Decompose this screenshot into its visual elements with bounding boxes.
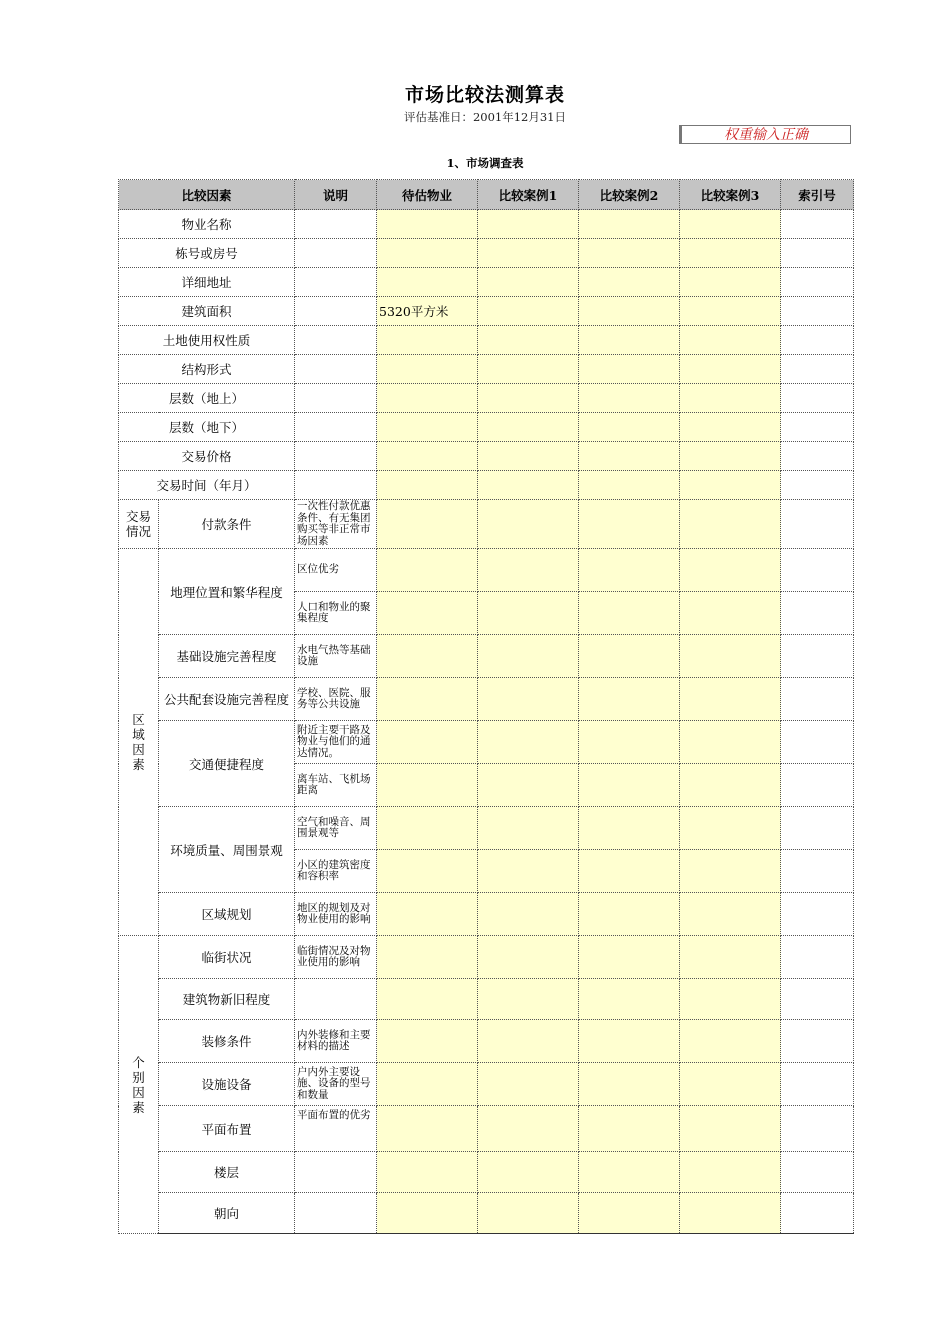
- case1-cell[interactable]: [478, 1152, 579, 1193]
- table-row: [119, 549, 854, 592]
- case2-cell[interactable]: [579, 807, 680, 850]
- weight-status-box: 权重输入正确: [679, 125, 851, 144]
- case2-cell[interactable]: [579, 936, 680, 979]
- row-label: 栋号或房号: [119, 239, 295, 268]
- header-row: [119, 180, 854, 210]
- subject-cell[interactable]: [377, 721, 478, 764]
- table-row: [119, 635, 854, 678]
- case2-cell[interactable]: [579, 297, 680, 326]
- regional-group-label: 区域因素: [119, 549, 159, 936]
- table-row: [119, 210, 854, 239]
- note-cell: 附近主要干路及物业与他们的通达情况。: [295, 721, 377, 764]
- table-row: [119, 384, 854, 413]
- case3-cell[interactable]: [680, 1063, 781, 1106]
- subject-cell[interactable]: [377, 1063, 478, 1106]
- note-cell: 学校、医院、服务等公共设施: [295, 678, 377, 721]
- subject-cell[interactable]: [377, 413, 478, 442]
- note-cell: 临街情况及对物业使用的影响: [295, 936, 377, 979]
- header-index: 索引号: [781, 180, 854, 210]
- case1-cell[interactable]: [478, 1020, 579, 1063]
- case3-cell[interactable]: [680, 1106, 781, 1152]
- header-subject: 待估物业: [377, 180, 478, 210]
- case1-cell[interactable]: [478, 471, 579, 500]
- case1-cell[interactable]: [478, 592, 579, 635]
- case1-cell[interactable]: [478, 635, 579, 678]
- case2-cell[interactable]: [579, 850, 680, 893]
- table-row: [119, 1106, 854, 1152]
- subject-cell[interactable]: [377, 1020, 478, 1063]
- case2-cell[interactable]: [579, 471, 680, 500]
- subject-cell[interactable]: [377, 549, 478, 592]
- row-label: 详细地址: [119, 268, 295, 297]
- case3-cell[interactable]: [680, 1193, 781, 1234]
- table-row: [119, 413, 854, 442]
- row-label: 交易时间（年月）: [119, 471, 295, 500]
- note-cell: 离车站、飞机场距离: [295, 764, 377, 807]
- case1-cell[interactable]: [478, 1193, 579, 1234]
- note-cell: [295, 210, 377, 239]
- note-cell: 水电气热等基础设施: [295, 635, 377, 678]
- case2-cell[interactable]: [579, 384, 680, 413]
- subject-cell[interactable]: [377, 635, 478, 678]
- note-cell: [295, 297, 377, 326]
- case2-cell[interactable]: [579, 549, 680, 592]
- subject-cell[interactable]: [377, 471, 478, 500]
- case3-cell[interactable]: [680, 678, 781, 721]
- index-cell[interactable]: [781, 678, 854, 721]
- table-row: [119, 500, 854, 549]
- table-row: [119, 239, 854, 268]
- table-row: [119, 678, 854, 721]
- row-label: 建筑物新旧程度: [159, 979, 295, 1020]
- case1-cell[interactable]: [478, 297, 579, 326]
- subject-cell[interactable]: [377, 384, 478, 413]
- note-cell: [295, 239, 377, 268]
- index-cell[interactable]: [781, 384, 854, 413]
- case3-cell[interactable]: [680, 721, 781, 764]
- case2-cell[interactable]: [579, 355, 680, 384]
- row-label: 付款条件: [159, 500, 295, 549]
- subject-cell[interactable]: [377, 764, 478, 807]
- index-cell[interactable]: [781, 297, 854, 326]
- case2-cell[interactable]: [579, 1020, 680, 1063]
- row-label: 物业名称: [119, 210, 295, 239]
- subject-cell[interactable]: [377, 979, 478, 1020]
- case3-cell[interactable]: [680, 807, 781, 850]
- index-cell[interactable]: [781, 210, 854, 239]
- note-cell: 内外装修和主要材料的描述: [295, 1020, 377, 1063]
- row-label: 朝向: [159, 1193, 295, 1234]
- index-cell[interactable]: [781, 807, 854, 850]
- index-cell[interactable]: [781, 1152, 854, 1193]
- header-case3: 比较案例3: [680, 180, 781, 210]
- note-cell: 人口和物业的聚集程度: [295, 592, 377, 635]
- index-cell[interactable]: [781, 721, 854, 764]
- index-cell[interactable]: [781, 1063, 854, 1106]
- subject-cell[interactable]: [377, 1106, 478, 1152]
- note-cell: [295, 384, 377, 413]
- note-cell: [295, 355, 377, 384]
- case1-cell[interactable]: [478, 678, 579, 721]
- case2-cell[interactable]: [579, 239, 680, 268]
- subject-cell[interactable]: [377, 678, 478, 721]
- note-cell: [295, 1193, 377, 1234]
- row-label: 地理位置和繁华程度: [159, 549, 295, 635]
- subject-cell[interactable]: [377, 210, 478, 239]
- case3-cell[interactable]: [680, 764, 781, 807]
- subject-cell[interactable]: [377, 268, 478, 297]
- index-cell[interactable]: [781, 635, 854, 678]
- note-cell: [295, 326, 377, 355]
- index-cell[interactable]: [781, 893, 854, 936]
- case2-cell[interactable]: [579, 1152, 680, 1193]
- case3-cell[interactable]: [680, 979, 781, 1020]
- row-label: 设施设备: [159, 1063, 295, 1106]
- case3-cell[interactable]: [680, 239, 781, 268]
- case1-cell[interactable]: [478, 721, 579, 764]
- case2-cell[interactable]: [579, 979, 680, 1020]
- row-label: 层数（地下）: [119, 413, 295, 442]
- case2-cell[interactable]: [579, 764, 680, 807]
- subject-cell[interactable]: [377, 442, 478, 471]
- individual-group-label: 个别因素: [119, 936, 159, 1234]
- case1-cell[interactable]: [478, 210, 579, 239]
- case1-cell[interactable]: [478, 807, 579, 850]
- table-row: [119, 1152, 854, 1193]
- valuation-date: 评估基准日：2001年12月31日: [403, 110, 567, 124]
- case2-cell[interactable]: [579, 1106, 680, 1152]
- row-label: 基础设施完善程度: [159, 635, 295, 678]
- case1-cell[interactable]: [478, 268, 579, 297]
- subject-cell[interactable]: [377, 355, 478, 384]
- case1-cell[interactable]: [478, 413, 579, 442]
- header-case2: 比较案例2: [579, 180, 680, 210]
- table-row: [119, 721, 854, 764]
- case2-cell[interactable]: [579, 326, 680, 355]
- table-row: [119, 297, 854, 326]
- case1-cell[interactable]: [478, 979, 579, 1020]
- index-cell[interactable]: [781, 268, 854, 297]
- case3-cell[interactable]: [680, 1152, 781, 1193]
- table-row: [119, 268, 854, 297]
- index-cell[interactable]: [781, 326, 854, 355]
- header-note: 说明: [295, 180, 377, 210]
- note-cell: 平面布置的优劣: [295, 1106, 377, 1152]
- table-row: [119, 471, 854, 500]
- case1-cell[interactable]: [478, 850, 579, 893]
- index-cell[interactable]: [781, 936, 854, 979]
- row-label: 交易价格: [119, 442, 295, 471]
- case2-cell[interactable]: [579, 413, 680, 442]
- page-title: 市场比较法测算表: [404, 84, 565, 106]
- note-cell: 户内外主要设施、设备的型号和数量: [295, 1063, 377, 1106]
- row-label: 装修条件: [159, 1020, 295, 1063]
- row-label: 公共配套设施完善程度: [159, 678, 295, 721]
- subject-cell[interactable]: [377, 1193, 478, 1234]
- table-row: [119, 1020, 854, 1063]
- table-row: [119, 1193, 854, 1234]
- row-label: 建筑面积: [119, 297, 295, 326]
- case1-cell[interactable]: [478, 1063, 579, 1106]
- row-label: 区域规划: [159, 893, 295, 936]
- subject-cell[interactable]: [377, 850, 478, 893]
- note-cell: [295, 1152, 377, 1193]
- case1-cell[interactable]: [478, 355, 579, 384]
- note-cell: 小区的建筑密度和容积率: [295, 850, 377, 893]
- case2-cell[interactable]: [579, 442, 680, 471]
- case3-cell[interactable]: [680, 936, 781, 979]
- case3-cell[interactable]: [680, 893, 781, 936]
- case1-cell[interactable]: [478, 500, 579, 549]
- case3-cell[interactable]: [680, 384, 781, 413]
- subject-cell[interactable]: [377, 1152, 478, 1193]
- table-row: [119, 936, 854, 979]
- index-cell[interactable]: [781, 471, 854, 500]
- trade-group-label: 交易情况: [119, 500, 159, 549]
- row-label: 环境质量、周围景观: [159, 807, 295, 893]
- case3-cell[interactable]: [680, 326, 781, 355]
- section-title: 1、市场调查表: [446, 156, 524, 170]
- note-cell: [295, 979, 377, 1020]
- index-cell[interactable]: [781, 592, 854, 635]
- case2-cell[interactable]: [579, 721, 680, 764]
- table-row: [119, 355, 854, 384]
- row-label: 交通便捷程度: [159, 721, 295, 807]
- subject-cell[interactable]: [377, 936, 478, 979]
- note-cell: [295, 471, 377, 500]
- header-case1: 比较案例1: [478, 180, 579, 210]
- market-survey-table: [118, 179, 854, 1234]
- row-label: 层数（地上）: [119, 384, 295, 413]
- case3-cell[interactable]: [680, 268, 781, 297]
- case2-cell[interactable]: [579, 893, 680, 936]
- case2-cell[interactable]: [579, 500, 680, 549]
- subject-cell[interactable]: [377, 239, 478, 268]
- case1-cell[interactable]: [478, 936, 579, 979]
- case2-cell[interactable]: [579, 268, 680, 297]
- table-row: [119, 326, 854, 355]
- index-cell[interactable]: [781, 850, 854, 893]
- case1-cell[interactable]: [478, 442, 579, 471]
- index-cell[interactable]: [781, 979, 854, 1020]
- index-cell[interactable]: [781, 1020, 854, 1063]
- subject-cell[interactable]: [377, 592, 478, 635]
- note-cell: [295, 442, 377, 471]
- case3-cell[interactable]: [680, 635, 781, 678]
- case1-cell[interactable]: [478, 384, 579, 413]
- case3-cell[interactable]: [680, 442, 781, 471]
- subject-cell[interactable]: [377, 500, 478, 549]
- table-row: [119, 1063, 854, 1106]
- case2-cell[interactable]: [579, 678, 680, 721]
- case1-cell[interactable]: [478, 893, 579, 936]
- index-cell[interactable]: [781, 1106, 854, 1152]
- note-cell: 一次性付款优惠条件、有无集团购买等非正常市场因素: [295, 500, 377, 549]
- case3-cell[interactable]: [680, 592, 781, 635]
- index-cell[interactable]: [781, 239, 854, 268]
- index-cell[interactable]: [781, 549, 854, 592]
- note-cell: [295, 268, 377, 297]
- index-cell[interactable]: [781, 500, 854, 549]
- row-label: 土地使用权性质: [119, 326, 295, 355]
- case3-cell[interactable]: [680, 1020, 781, 1063]
- case3-cell[interactable]: [680, 413, 781, 442]
- case1-cell[interactable]: [478, 1106, 579, 1152]
- case1-cell[interactable]: [478, 239, 579, 268]
- case1-cell[interactable]: [478, 549, 579, 592]
- index-cell[interactable]: [781, 1193, 854, 1234]
- table-row: [119, 893, 854, 936]
- note-cell: 区位优劣: [295, 549, 377, 592]
- table-row: [119, 442, 854, 471]
- case3-cell[interactable]: [680, 297, 781, 326]
- subject-area-cell[interactable]: 5320平方米: [377, 297, 478, 326]
- case3-cell[interactable]: [680, 850, 781, 893]
- case2-cell[interactable]: [579, 635, 680, 678]
- case2-cell[interactable]: [579, 210, 680, 239]
- subject-cell[interactable]: [377, 326, 478, 355]
- note-cell: [295, 413, 377, 442]
- case1-cell[interactable]: [478, 326, 579, 355]
- subject-cell[interactable]: [377, 893, 478, 936]
- table-row: [119, 807, 854, 850]
- case1-cell[interactable]: [478, 764, 579, 807]
- case3-cell[interactable]: [680, 210, 781, 239]
- subject-cell[interactable]: [377, 807, 478, 850]
- case2-cell[interactable]: [579, 592, 680, 635]
- row-label: 平面布置: [159, 1106, 295, 1152]
- case2-cell[interactable]: [579, 1063, 680, 1106]
- case3-cell[interactable]: [680, 471, 781, 500]
- case3-cell[interactable]: [680, 549, 781, 592]
- index-cell[interactable]: [781, 442, 854, 471]
- row-label: 楼层: [159, 1152, 295, 1193]
- index-cell[interactable]: [781, 355, 854, 384]
- index-cell[interactable]: [781, 413, 854, 442]
- index-cell[interactable]: [781, 764, 854, 807]
- header-factor: 比较因素: [119, 180, 295, 210]
- case3-cell[interactable]: [680, 500, 781, 549]
- row-label: 结构形式: [119, 355, 295, 384]
- note-cell: 空气和噪音、周围景观等: [295, 807, 377, 850]
- case2-cell[interactable]: [579, 1193, 680, 1234]
- table-row: [119, 979, 854, 1020]
- note-cell: 地区的规划及对物业使用的影响: [295, 893, 377, 936]
- case3-cell[interactable]: [680, 355, 781, 384]
- row-label: 临街状况: [159, 936, 295, 979]
